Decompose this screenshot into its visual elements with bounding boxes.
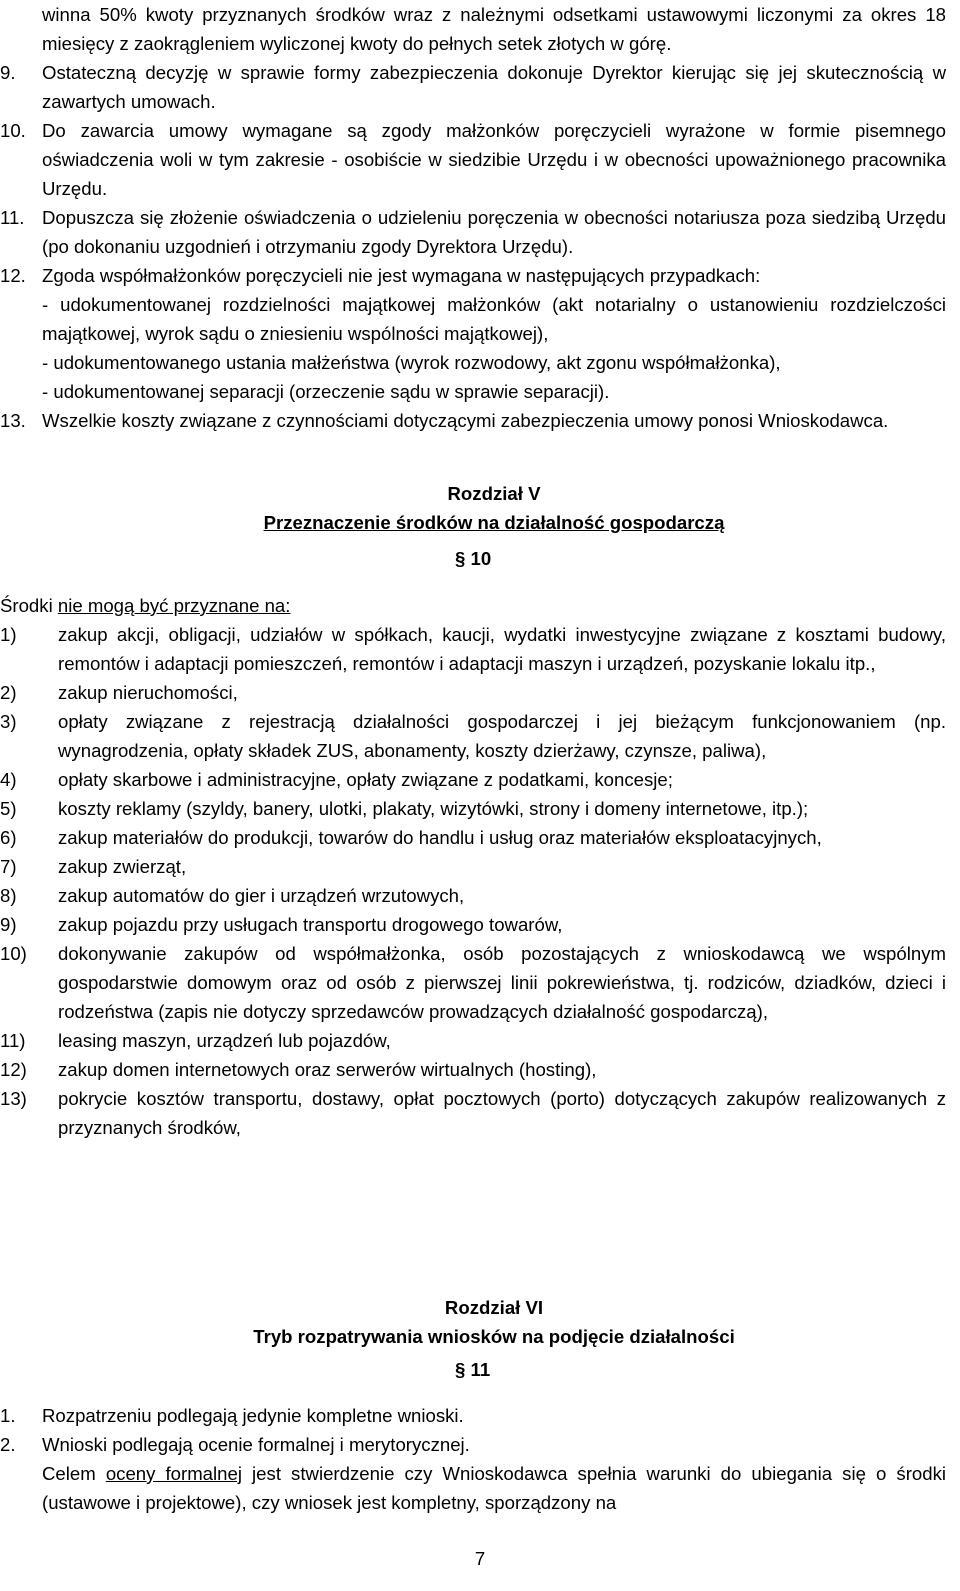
list-item-number: 11) (0, 1030, 26, 1051)
list-item-text: zakup materiałów do produkcji, towarów do handlu i usług oraz materiałów eksploatacyjnych, (58, 827, 822, 848)
list-item-text: opłaty skarbowe i administracyjne, opłaty związane z podatkami, koncesje; (58, 769, 673, 790)
paragraph-12-case-a: - udokumentowanej rozdzielności majątkowej małżonków (akt notarialny o ustanowieniu rozdzielczości majątkowej, wyrok sądu o zniesieniu wspólności majątkowej), (42, 294, 946, 344)
chapter-6-point-2 (0, 1430, 946, 1517)
paragraph-number: 13. (0, 410, 26, 431)
paragraph-number: 11. (0, 207, 25, 228)
list-item (0, 910, 946, 939)
chapter-title: Rozdział VI (444, 1297, 544, 1318)
chapter-6-point-1 (0, 1401, 946, 1430)
list-item-text: zakup automatów do gier i urządzeń wrzutowych, (58, 885, 465, 906)
list-item-text: leasing maszyn, urządzeń lub pojazdów, (58, 1030, 391, 1051)
list-item-number: 5) (0, 798, 17, 819)
list-item-number: 9) (0, 914, 17, 935)
list-item (0, 1084, 946, 1142)
list-item-text: pokrycie kosztów transportu, dostawy, opłat pocztowych (porto) dotyczących zakupów realizowanych z przyznanych środków, (58, 1088, 946, 1138)
list-item (0, 765, 946, 794)
formal-assessment-term: oceny formalnej (105, 1463, 242, 1484)
paragraph-text: Ostateczną decyzję w sprawie formy zabezpieczenia dokonuje Dyrektor kierując się jej skutecznością w zawartych umowach. (42, 62, 946, 112)
list-item (0, 939, 946, 1026)
chapter-5-heading (42, 479, 946, 537)
list-item (0, 620, 946, 678)
paragraph-9 (0, 58, 946, 116)
point-number: 1. (0, 1405, 16, 1426)
list-item (0, 794, 946, 823)
section-10-sign: § 10 (455, 548, 492, 569)
list-item-number: 1) (0, 624, 17, 645)
exclusions-list (0, 620, 946, 1142)
list-item-number: 6) (0, 827, 17, 848)
point-text: Rozpatrzeniu podlegają jedynie kompletne wnioski. (42, 1405, 464, 1426)
paragraph-12-case-c: - udokumentowanej separacji (orzeczenie sądu w sprawie separacji). (42, 381, 610, 402)
list-item-number: 7) (0, 856, 17, 877)
chapter-title: Rozdział V (447, 483, 541, 504)
chapter-subtitle: Tryb rozpatrywania wniosków na podjęcie działalności (253, 1326, 735, 1347)
list-item (0, 678, 946, 707)
paragraph-text: Dopuszcza się złożenie oświadczenia o udzieleniu poręczenia w obecności notariusza poza siedzibą Urzędu (po dokonaniu uzgodnień i otrzymaniu zgody Dyrektora Urzędu). (42, 207, 946, 257)
point-number: 2. (0, 1434, 16, 1455)
paragraph-number: 9. (0, 62, 16, 83)
paragraph-number: 12. (0, 265, 26, 286)
paragraph-12 (0, 261, 946, 406)
list-item (0, 852, 946, 881)
section-11-sign: § 11 (455, 1359, 491, 1380)
list-item-text: zakup domen internetowych oraz serwerów wirtualnych (hosting), (58, 1059, 597, 1080)
intro-lead: Środki (0, 595, 58, 616)
list-item (0, 707, 946, 765)
list-item-text: opłaty związane z rejestracją działalności gospodarczej i jej bieżącym funkcjonowaniem (np. wynagrodzenia, opłaty składek ZUS, abonamenty, koszty dzierżawy, czynsze, paliwa), (58, 711, 946, 761)
paragraph-8-continuation: winna 50% kwoty przyznanych środków wraz z należnymi odsetkami ustawowymi liczonymi za okres 18 miesięcy z zaokrągleniem wyliczonej kwoty do pełnych setek złotych w górę. (42, 4, 946, 54)
paragraph-11 (0, 203, 946, 261)
paragraph-13 (0, 406, 946, 435)
paragraph-12-case-b: - udokumentowanego ustania małżeństwa (wyrok rozwodowy, akt zgonu współmałżonka), (42, 352, 781, 373)
intro-underlined: nie mogą być przyznane na: (57, 595, 291, 616)
formal-assessment-text: Celem oceny formalnej jest stwierdzenie czy Wnioskodawca spełnia warunki do ubiegania się o środki (ustawowe i projektowe), czy wniosek jest kompletny, sporządzony na (42, 1463, 946, 1513)
list-item-number: 4) (0, 769, 17, 790)
chapter-5-intro (0, 591, 946, 620)
chapter-subtitle: Przeznaczenie środków na działalność gospodarczą (263, 512, 725, 533)
list-item-number: 13) (0, 1088, 27, 1109)
list-item-text: koszty reklamy (szyldy, banery, ulotki, plakaty, wizytówki, strony i domeny internetowe, itp.); (58, 798, 809, 819)
page-number: 7 (474, 1548, 486, 1569)
list-item-text: zakup nieruchomości, (58, 682, 238, 703)
list-item-text: zakup pojazdu przy usługach transportu drogowego towarów, (58, 914, 563, 935)
point-text: Wnioski podlegają ocenie formalnej i merytorycznej. (42, 1434, 470, 1455)
list-item-number: 8) (0, 885, 17, 906)
list-item (0, 881, 946, 910)
list-item-text: zakup akcji, obligacji, udziałów w spółkach, kaucji, wydatki inwestycyjne związane z kosztami budowy, remontów i adaptacji pomieszczeń, remontów i adaptacji maszyn i urządzeń, pozyskanie lokalu itp., (58, 624, 946, 674)
list-item-number: 3) (0, 711, 17, 732)
list-item-text: zakup zwierząt, (58, 856, 187, 877)
paragraph-10 (0, 116, 946, 203)
list-item (0, 823, 946, 852)
list-item-number: 2) (0, 682, 17, 703)
list-item-text: dokonywanie zakupów od współmałżonka, osób pozostających z wnioskodawcą we wspólnym gospodarstwie domowym oraz od osób z pierwszej linii pokrewieństwa, tj. rodziców, dziadków, dzieci i rodzeństwa (zapis nie dotyczy sprzedawców prowadzących działalność gospodarczą), (58, 943, 946, 1022)
list-item (0, 1026, 946, 1055)
list-item-number: 10) (0, 943, 27, 964)
list-item-number: 12) (0, 1059, 27, 1080)
paragraph-text: Wszelkie koszty związane z czynnościami dotyczącymi zabezpieczenia umowy ponosi Wnioskodawca. (42, 410, 889, 431)
paragraph-number: 10. (0, 120, 26, 141)
chapter-6-heading (42, 1293, 946, 1351)
paragraph-text: Zgoda współmałżonków poręczycieli nie jest wymagana w następujących przypadkach: (42, 265, 761, 286)
paragraph-text: Do zawarcia umowy wymagane są zgody małżonków poręczycieli wyrażone w formie pisemnego oświadczenia woli w tym zakresie - osobiście w siedzibie Urzędu i w obecności upoważnionego pracownika Urzędu. (42, 120, 946, 199)
list-item (0, 1055, 946, 1084)
